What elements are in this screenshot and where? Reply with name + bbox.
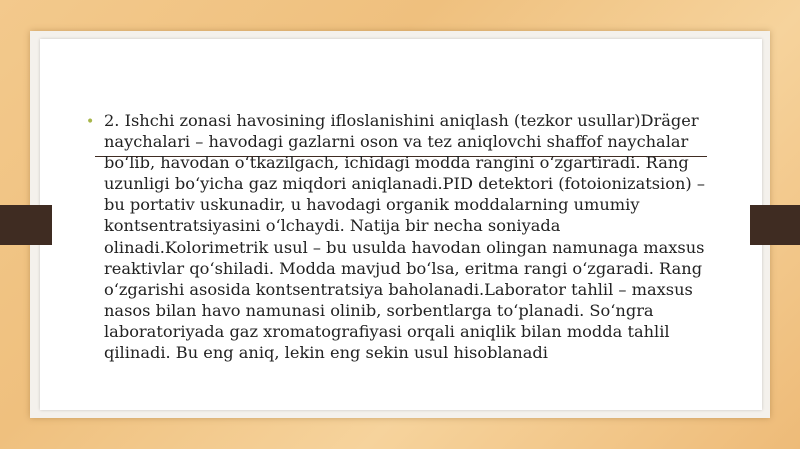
left-decorative-tab	[0, 205, 52, 245]
body-paragraph: 2. Ishchi zonasi havosining ifloslanishini aniqlash (tezkor usullar)Dräger naychalari – havodagi gazlarni oson va tez aniqlovchi shaffof naychalar bo‘lib, havodan o‘tkazilgach, ichidagi modda rangini o‘zgartiradi. Rang uzunligi bo‘yicha gaz miqdori aniqlanadi.PID detektori (fotoionizatsion) – bu portativ uskunadir, u havodagi organik moddalarning umumiy kontsentratsiyasini o‘lchaydi. Natija bir necha soniyada olinadi.Kolorimetrik usul – bu usulda havodan olingan namunaga maxsus reaktivlar qo‘shiladi. Modda mavjud bo‘lsa, eritma rangi o‘zgaradi. Rang o‘zgarishi asosida kontsentratsiya baholanadi.Laborator tahlil – maxsus nasos bilan havo namunasi olinib, sorbentlarga to‘planadi. So‘ngra laboratoriyada gaz xromatografiyasi orqali aniqlik bilan modda tahlil qilinadi. Bu eng aniq, lekin eng sekin usul hisoblanadi	[104, 111, 705, 363]
bullet-icon: •	[86, 114, 95, 130]
slide-content	[86, 110, 726, 363]
right-decorative-tab	[750, 205, 800, 245]
